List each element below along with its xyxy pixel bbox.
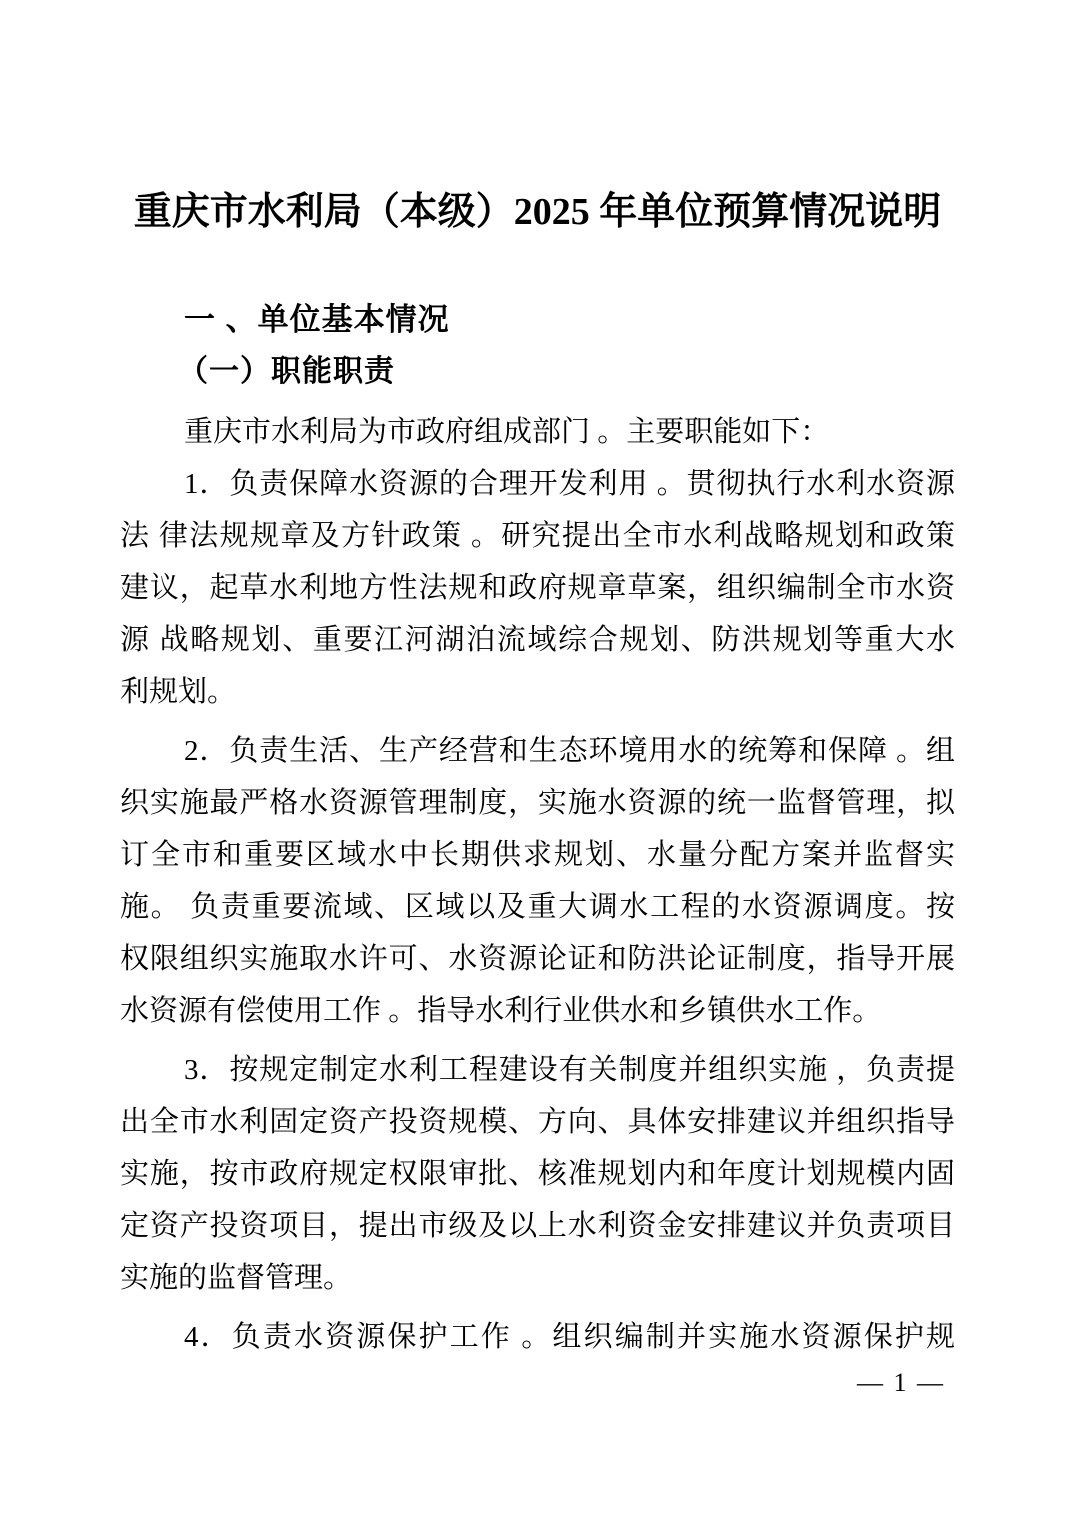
body-line: 出全市水利固定资产投资规模、方向、具体安排建议并组织指导 (120, 1106, 955, 1138)
body-line: 2．负责生活、生产经营和生态环境用水的统筹和保障 。组 (184, 735, 955, 767)
body-line: 1．负责保障水资源的合理开发利用 。贯彻执行水利水资源 (184, 468, 955, 500)
body-line: 源 战略规划、重要江河湖泊流域综合规划、防洪规划等重大水 (120, 624, 955, 656)
subsection-heading: （一）职能职责 (178, 355, 395, 388)
body-line: 织实施最严格水资源管理制度，实施水资源的统一监督管理，拟 (120, 787, 955, 819)
body-line: 3．按规定制定水利工程建设有关制度并组织实施 ，负责提 (184, 1054, 955, 1086)
body-line: 施。 负责重要流域、区域以及重大调水工程的水资源调度。按 (120, 891, 955, 923)
body-line: 定资产投资项目，提出市级及以上水利资金安排建议并负责项目 (120, 1210, 955, 1242)
body-line: 法 律法规规章及方针政策 。研究提出全市水利战略规划和政策 (120, 520, 955, 552)
paragraph-2 (120, 725, 955, 1037)
body-line: 水资源有偿使用工作 。指导水利行业供水和乡镇供水工作。 (120, 995, 882, 1027)
document-content (120, 186, 955, 1363)
body-line: 权限组织实施取水许可、水资源论证和防洪论证制度，指导开展 (120, 943, 955, 975)
intro-paragraph (120, 406, 955, 458)
body-line: 4．负责水资源保护工作 。组织编制并实施水资源保护规 (184, 1321, 955, 1353)
body-line: 实施，按市政府规定权限审批、核准规划内和年度计划规模内固 (120, 1158, 955, 1190)
document-title: 重庆市水利局（本级）2025 年单位预算情况说明 (133, 191, 942, 233)
body-line: 建议，起草水利地方性法规和政府规章草案，组织编制全市水资 (120, 572, 955, 604)
page-number: — 1 — (857, 1368, 945, 1397)
body-line: 订全市和重要区域水中长期供求规划、水量分配方案并监督实 (120, 839, 955, 871)
body-line: 利规划。 (120, 676, 237, 708)
body-line: 重庆市水利局为市政府组成部门 。主要职能如下： (184, 416, 830, 448)
paragraph-4 (120, 1311, 955, 1363)
section-heading: 一 、单位基本情况 (184, 302, 450, 337)
paragraph-1 (120, 458, 955, 718)
body-line: 实施的监督管理。 (120, 1262, 353, 1294)
paragraph-3 (120, 1044, 955, 1304)
